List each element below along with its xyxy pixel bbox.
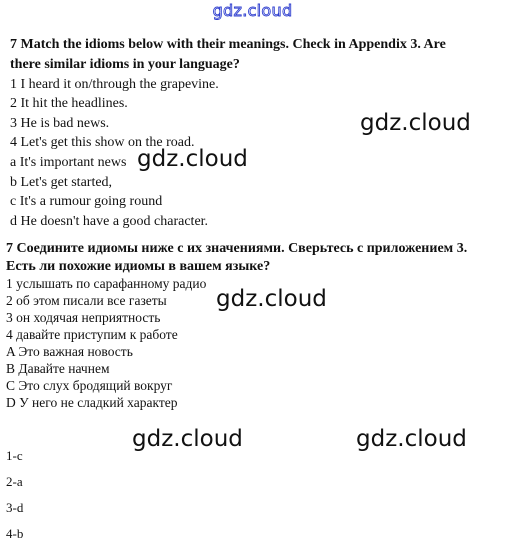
meaning-translation-item: B Давайте начнем — [6, 361, 110, 376]
meaning-translation-item: D У него не сладкий характер — [6, 395, 178, 410]
meaning-item: b Let's get started, — [10, 175, 113, 190]
watermark-top: gdz.cloud — [212, 1, 293, 20]
idiom-translation-item: 3 он ходячая неприятность — [6, 310, 161, 325]
answer-item: 4-b — [6, 526, 24, 541]
meaning-item: c It's a rumour going round — [10, 194, 163, 209]
answer-item: 3-d — [6, 500, 24, 515]
exercise-heading-ru-line1: 7 Соедините идиомы ниже с их значениями. Сверьтесь с приложением 3. — [6, 241, 468, 256]
watermark: gdz.cloud — [216, 286, 327, 312]
watermark: gdz.cloud — [356, 426, 467, 452]
watermark: gdz.cloud — [137, 146, 248, 172]
idiom-item: 1 I heard it on/through the grapevine. — [10, 77, 219, 92]
idiom-item: 3 He is bad news. — [10, 116, 110, 131]
idiom-translation-item: 2 об этом писали все газеты — [6, 293, 167, 308]
meaning-translation-item: A Это важная новость — [6, 344, 133, 359]
watermark: gdz.cloud — [132, 426, 243, 452]
watermark: gdz.cloud — [360, 110, 471, 136]
meaning-item: a It's important news — [10, 155, 127, 170]
answer-item: 2-a — [6, 474, 23, 489]
idiom-item: 2 It hit the headlines. — [10, 96, 128, 111]
idiom-translation-item: 4 давайте приступим к работе — [6, 327, 178, 342]
answer-item: 1-c — [6, 448, 23, 463]
meaning-translation-item: C Это слух бродящий вокруг — [6, 378, 173, 393]
meaning-item: d He doesn't have a good character. — [10, 214, 209, 229]
idiom-item: 4 Let's get this show on the road. — [10, 135, 195, 150]
exercise-heading-en-line1: 7 Match the idioms below with their meanings. Check in Appendix 3. Are — [10, 37, 446, 52]
exercise-heading-ru-line2: Есть ли похожие идиомы в вашем языке? — [6, 259, 271, 274]
exercise-heading-en-line2: there similar idioms in your language? — [10, 57, 240, 72]
idiom-translation-item: 1 услышать по сарафанному радио — [6, 276, 207, 291]
